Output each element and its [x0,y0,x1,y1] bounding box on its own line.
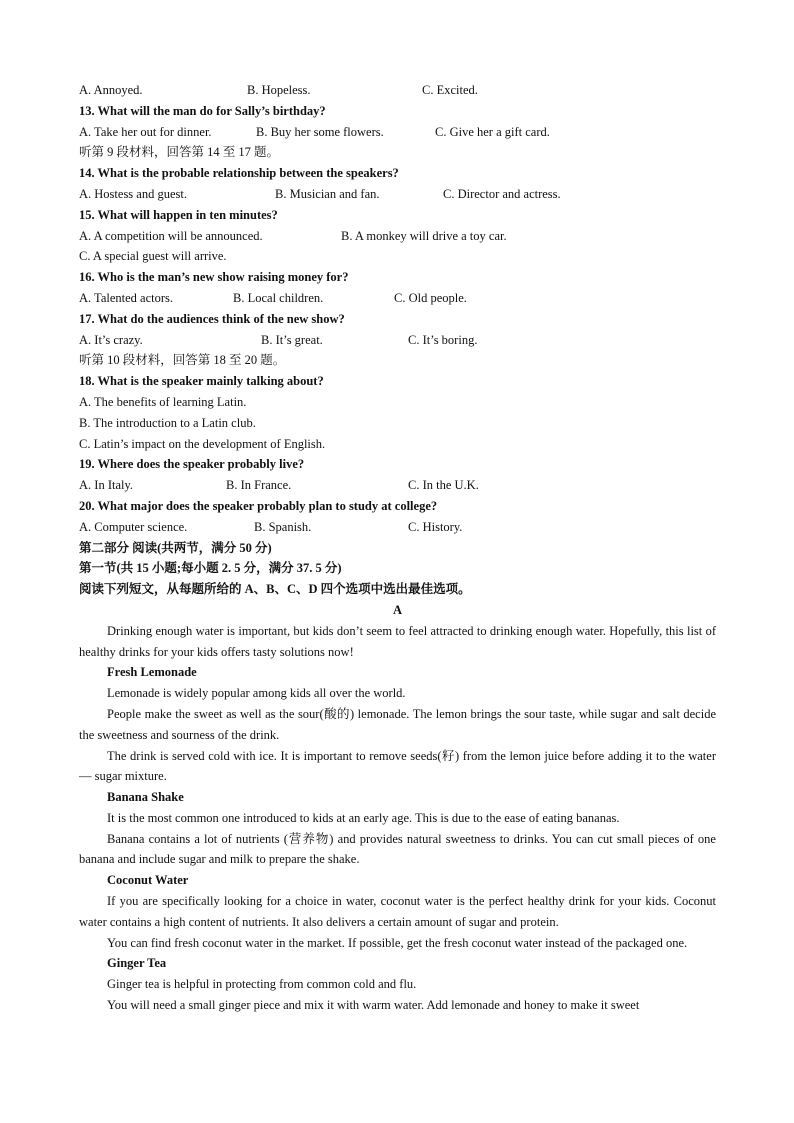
q18-option-a: A. The benefits of learning Latin. [79,394,247,409]
q20-options [79,517,716,538]
option-b: B. Buy her some flowers. [256,124,384,139]
question-16: 16. Who is the man’s new show raising money for? [79,270,349,285]
question-15: 15. What will happen in ten minutes? [79,207,278,222]
option-b: B. In France. [226,478,292,493]
paragraph: Ginger tea is helpful in protecting from common cold and flu. [107,977,417,992]
option-c: C. In the U.K. [408,478,479,493]
question-14: 14. What is the probable relationship between the speakers? [79,166,399,181]
q15-option-c: C. A special guest will arrive. [79,249,227,264]
question-13: 13. What will the man do for Sally’s birthday? [79,103,326,118]
q18-option-c: C. Latin’s impact on the development of English. [79,436,326,451]
paragraph: You can find fresh coconut water in the market. If possible, get the fresh coconut water instead of the packaged one. [107,935,688,950]
option-c: C. Director and actress. [443,186,561,201]
paragraph: The drink is served cold with ice. It is important to remove seeds(籽) from the lemon juice before adding it to the water — sugar mixture. [79,748,716,784]
option-c: C. Old people. [394,290,467,305]
option-c: C. History. [408,519,463,534]
option-c: C. Give her a gift card. [435,124,550,139]
reading-instruction: 阅读下列短文，从每题所给的 A、B、C、D 四个选项中选出最佳选项。 [79,582,471,597]
heading-coconut-water: Coconut Water [107,873,189,888]
question-20: 20. What major does the speaker probably plan to study at college? [79,498,438,513]
paragraph: Banana contains a lot of nutrients (营养物) and provides natural sweetness to drinks. You can cut small pieces of one banana and include sugar and milk to prepare the shake. [79,831,716,867]
question-19: 19. Where does the speaker probably live? [79,457,305,472]
option-c: C. It’s boring. [408,332,478,347]
question-17: 17. What do the audiences think of the new show? [79,311,345,326]
option-a: A. In Italy. [79,478,134,493]
paragraph: It is the most common one introduced to kids at an early age. This is due to the ease of eating bananas. [107,810,620,825]
option-b: B. Musician and fan. [275,186,380,201]
option-b: B. Spanish. [254,519,312,534]
q17-options [79,330,716,351]
paragraph: Lemonade is widely popular among kids all over the world. [107,686,406,701]
option-b: B. It’s great. [261,332,323,347]
paragraph: People make the sweet as well as the sour(酸的) lemonade. The lemon brings the sour taste, while sugar and salt decide the sweetness and sourness of the drink. [79,706,716,742]
heading-fresh-lemonade: Fresh Lemonade [107,665,197,680]
q15-options-ab [79,226,716,247]
q16-options [79,288,716,309]
passage-label: A [392,602,403,617]
heading-banana-shake: Banana Shake [107,790,184,805]
q12-options [79,80,716,101]
instruction-section-9: 听第 9 段材料，回答第 14 至 17 题。 [79,145,280,160]
q19-options [79,475,716,496]
option-a: A. Annoyed. [79,83,143,97]
option-a: A. A competition will be announced. [79,228,263,243]
option-c: C. Excited. [422,83,478,97]
heading-ginger-tea: Ginger Tea [107,956,167,971]
option-b: B. A monkey will drive a toy car. [341,228,507,243]
q14-options [79,184,716,205]
q18-option-b: B. The introduction to a Latin club. [79,415,256,430]
q13-options [79,122,716,143]
passage-intro: Drinking enough water is important, but kids don’t seem to feel attracted to drinking enough water. Hopefully, this list of healthy drinks for your kids offers tasty solutions now! [79,623,716,659]
option-b: B. Local children. [233,290,324,305]
option-a: A. Take her out for dinner. [79,124,212,139]
paragraph: If you are specifically looking for a choice in water, coconut water is the perfect healthy drink for your kids. Coconut water contains a high content of nutrients. It also delivers a certain amount of sugar and protein. [79,894,716,929]
question-18: 18. What is the speaker mainly talking about? [79,374,324,389]
instruction-section-10: 听第 10 段材料，回答第 18 至 20 题。 [79,353,286,368]
option-a: A. Talented actors. [79,290,174,305]
option-a: A. Hostess and guest. [79,186,187,201]
part-title: 第二部分 阅读(共两节，满分 50 分) [79,540,272,555]
option-a: A. It’s crazy. [79,332,143,347]
section-title: 第一节(共 15 小题;每小题 2. 5 分，满分 37. 5 分) [79,561,342,576]
paragraph: You will need a small ginger piece and mix it with warm water. Add lemonade and honey to make it sweet [107,998,640,1013]
option-a: A. Computer science. [79,519,188,534]
option-b: B. Hopeless. [247,83,311,97]
exam-page [79,80,716,1016]
